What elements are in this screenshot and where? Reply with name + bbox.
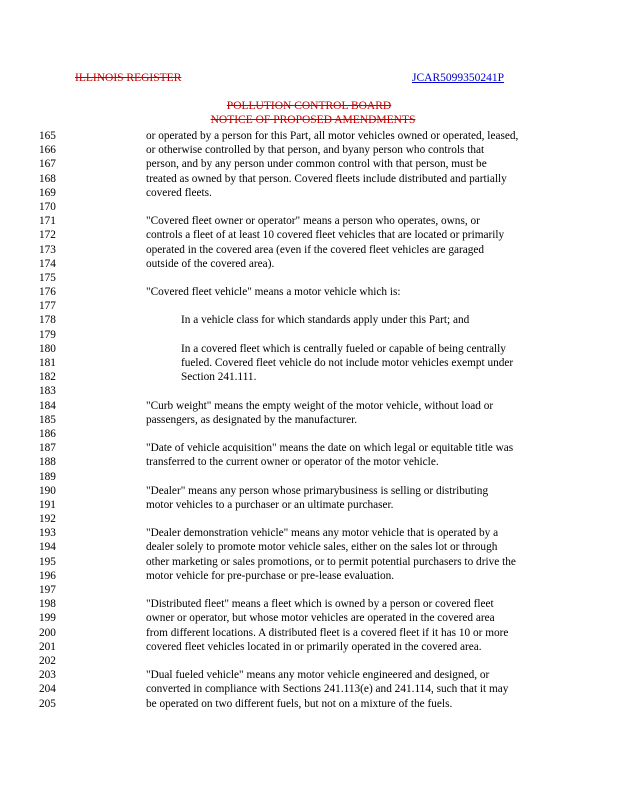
document-line [0, 668, 618, 682]
line-text: operated in the covered area (even if the covered fleet vehicles are garaged [146, 243, 485, 256]
line-text: outside of the covered area). [146, 257, 275, 270]
line-text: treated as owned by that person. Covered fleets include distributed and partially [146, 172, 507, 185]
line-number: 167 [39, 158, 56, 171]
document-line [0, 328, 618, 342]
document-line [0, 569, 618, 583]
line-text: "Covered fleet owner or operator" means a person who operates, owns, or [146, 215, 480, 228]
document-body [0, 129, 618, 711]
document-line [0, 129, 618, 143]
line-text: owner or operator, but whose motor vehicles are operated in the covered area [146, 612, 495, 625]
line-number: 169 [39, 186, 56, 199]
line-number: 165 [39, 130, 56, 142]
line-text: be operated on two different fuels, but not on a mixture of the fuels. [146, 697, 453, 710]
line-text: passengers, as designated by the manufacturer. [146, 413, 358, 426]
line-text: other marketing or sales promotions, or to permit potential purchasers to drive the [146, 555, 516, 568]
document-line [0, 172, 618, 186]
document-line [0, 455, 618, 469]
document-line [0, 299, 618, 313]
document-line [0, 257, 618, 271]
line-number: 203 [39, 669, 56, 682]
line-number: 196 [39, 569, 56, 582]
document-line [0, 540, 618, 554]
line-text: "Date of vehicle acquisition" means the date on which legal or equitable title was [146, 442, 514, 455]
document-line [0, 697, 618, 711]
document-line [0, 526, 618, 540]
line-number: 178 [39, 314, 56, 327]
line-text: from different locations. A distributed fleet is a covered fleet if it has 10 or more [146, 626, 509, 639]
line-number: 205 [39, 697, 56, 710]
document-line [0, 626, 618, 640]
line-number: 190 [39, 484, 56, 497]
document-line [0, 271, 618, 285]
line-number: 185 [39, 413, 56, 426]
line-text: dealer solely to promote motor vehicle sales, either on the sales lot or through [146, 541, 498, 554]
line-number: 172 [39, 229, 56, 242]
line-number: 181 [39, 357, 56, 369]
line-number: 184 [39, 399, 56, 412]
line-text: "Curb weight" means the empty weight of the motor vehicle, without load or [146, 399, 494, 412]
line-text: "Distributed fleet" means a fleet which is owned by a person or covered fleet [146, 598, 494, 611]
document-line [0, 200, 618, 214]
line-text: "Dealer" means any person whose primarybusiness is selling or distributing [146, 484, 489, 497]
document-line [0, 654, 618, 668]
line-text: In a covered fleet which is centrally fueled or capable of being centrally [181, 342, 506, 355]
line-text: transferred to the current owner or operator of the motor vehicle. [146, 456, 439, 469]
document-line [0, 384, 618, 398]
line-number: 176 [39, 286, 56, 299]
line-number: 175 [39, 271, 56, 284]
line-text: covered fleet vehicles located in or primarily operated in the covered area. [146, 640, 482, 653]
document-line [0, 555, 618, 569]
line-text: motor vehicle for pre-purchase or pre-lease evaluation. [146, 569, 395, 582]
line-number: 171 [39, 215, 56, 228]
line-number: 170 [39, 200, 56, 213]
document-line [0, 143, 618, 157]
document-line [0, 356, 618, 370]
line-number: 173 [39, 243, 56, 256]
line-number: 198 [39, 598, 56, 611]
line-text: "Dual fueled vehicle" means any motor vehicle engineered and designed, or [146, 669, 490, 682]
jcar-document-link[interactable]: JCAR5099350241P [412, 72, 505, 84]
line-text: converted in compliance with Sections 241.113(e) and 241.114, such that it may [146, 683, 509, 696]
line-number: 174 [39, 257, 56, 270]
line-number: 187 [39, 442, 56, 455]
line-number: 199 [39, 612, 56, 625]
document-line [0, 682, 618, 696]
document-line [0, 214, 618, 228]
line-number: 186 [39, 427, 56, 440]
document-line [0, 611, 618, 625]
line-number: 201 [39, 640, 56, 653]
document-line [0, 512, 618, 526]
document-line [0, 441, 618, 455]
line-text: Section 241.111. [181, 371, 257, 384]
line-number: 179 [39, 328, 56, 341]
line-number: 189 [39, 470, 56, 483]
register-header: ILLINOIS REGISTER [75, 72, 182, 84]
line-number: 204 [39, 683, 56, 696]
line-text: or operated by a person for this Part, all motor vehicles owned or operated, leased, [146, 130, 519, 142]
document-line [0, 583, 618, 597]
line-number: 188 [39, 456, 56, 469]
line-number: 182 [39, 371, 56, 384]
document-line [0, 313, 618, 327]
document-line [0, 484, 618, 498]
line-text: In a vehicle class for which standards apply under this Part; and [181, 314, 470, 327]
line-text: person, and by any person under common control with that person, must be [146, 158, 487, 171]
document-line [0, 285, 618, 299]
document-line [0, 498, 618, 512]
document-line [0, 470, 618, 484]
line-text: motor vehicles to a purchaser or an ultimate purchaser. [146, 498, 394, 511]
line-text: controls a fleet of at least 10 covered fleet vehicles that are located or primarily [146, 229, 505, 242]
document-line [0, 157, 618, 171]
document-line [0, 399, 618, 413]
line-text: fueled. Covered fleet vehicle do not include motor vehicles exempt under [181, 357, 514, 369]
document-line [0, 413, 618, 427]
line-number: 166 [39, 144, 56, 157]
line-number: 197 [39, 584, 56, 596]
line-text: "Dealer demonstration vehicle" means any motor vehicle that is operated by a [146, 527, 499, 540]
line-number: 180 [39, 342, 56, 355]
line-text: or otherwise controlled by that person, and byany person who controls that [146, 144, 485, 157]
board-title: POLLUTION CONTROL BOARD [226, 100, 392, 112]
line-number: 192 [39, 513, 56, 526]
document-line [0, 640, 618, 654]
document-line [0, 243, 618, 257]
line-number: 195 [39, 555, 56, 568]
document-line [0, 597, 618, 611]
line-text: covered fleets. [146, 186, 212, 199]
line-number: 202 [39, 654, 56, 667]
line-number: 194 [39, 541, 56, 554]
notice-title: NOTICE OF PROPOSED AMENDMENTS [210, 114, 416, 126]
line-number: 168 [39, 172, 56, 185]
document-line [0, 228, 618, 242]
line-text: "Covered fleet vehicle" means a motor vehicle which is: [146, 286, 401, 299]
document-line [0, 427, 618, 441]
document-line [0, 370, 618, 384]
line-number: 193 [39, 527, 56, 540]
line-number: 200 [39, 626, 56, 639]
line-number: 191 [39, 498, 56, 511]
document-line [0, 186, 618, 200]
document-line [0, 342, 618, 356]
line-number: 183 [39, 385, 56, 398]
line-number: 177 [39, 300, 56, 313]
